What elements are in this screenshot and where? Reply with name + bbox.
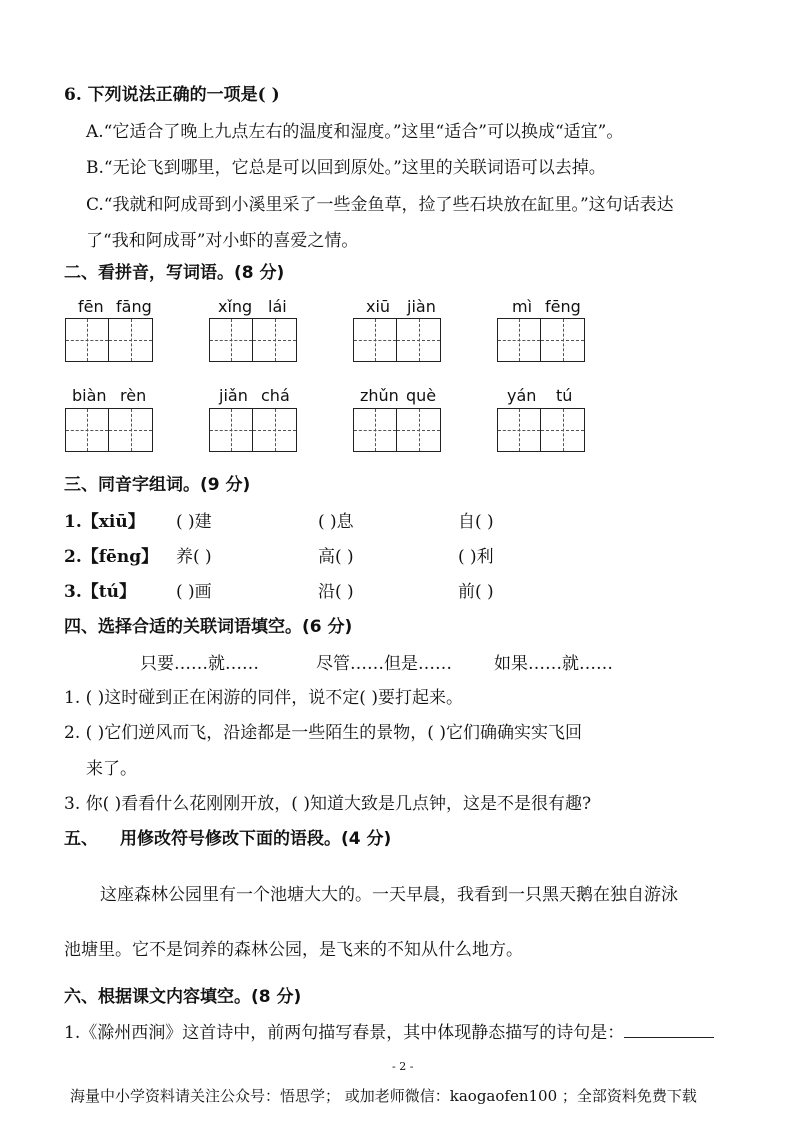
word-choice-1: 只要……就…… xyxy=(140,654,259,674)
pinyin-1-1: fēn xyxy=(78,297,104,316)
section-5-number: 五、 xyxy=(64,829,98,849)
pinyin-5-1: biàn xyxy=(72,386,107,405)
q6-option-c-line1: C.“我就和阿成哥到小溪里采了一些金鱼草，捡了些石块放在缸里。”这句话表达 xyxy=(86,195,674,215)
pinyin-1-2: fāng xyxy=(116,297,152,316)
conjunction-sentence-2-cont: 来了。 xyxy=(86,759,137,779)
homophone-blank: ( )利 xyxy=(458,547,494,567)
pinyin-3-2: jiàn xyxy=(407,297,436,316)
poem-question-1: 1.《滁州西涧》这首诗中，前两句描写春景，其中体现静态描写的诗句是： xyxy=(64,1018,714,1043)
writing-grid[interactable] xyxy=(497,318,585,362)
writing-grid[interactable] xyxy=(209,318,297,362)
q6-option-b: B.“无论飞到哪里，它总是可以回到原处。”这里的关联词语可以去掉。 xyxy=(86,158,606,178)
writing-grid[interactable] xyxy=(65,318,153,362)
pinyin-6-2: chá xyxy=(261,386,290,405)
homophone-blank: 沿( ) xyxy=(318,582,354,602)
conjunction-sentence-2: 2. ( )它们逆风而飞，沿途都是一些陌生的景物，( )它们确确实实飞回 xyxy=(64,723,582,743)
pinyin-8-1: yán xyxy=(507,386,537,405)
word-choice-2: 尽管……但是…… xyxy=(316,654,452,674)
homophone-label-3: 3.【tú】 xyxy=(64,582,136,602)
homophone-blank: ( )息 xyxy=(318,512,354,532)
section-5-title: 用修改符号修改下面的语段。(4 分) xyxy=(120,829,392,849)
pinyin-3-1: xiū xyxy=(366,297,391,316)
homophone-label-2: 2.【fēng】 xyxy=(64,547,159,567)
answer-blank[interactable] xyxy=(624,1021,714,1038)
homophone-blank: 养( ) xyxy=(176,547,212,567)
pinyin-4-1: mì xyxy=(512,297,533,316)
conjunction-sentence-1: 1. ( )这时碰到正在闲游的同伴，说不定( )要打起来。 xyxy=(64,688,463,708)
page-number: - 2 - xyxy=(392,1060,414,1073)
conjunction-sentence-3: 3. 你( )看看什么花刚刚开放，( )知道大致是几点钟，这是不是很有趣? xyxy=(64,794,592,814)
writing-grid[interactable] xyxy=(353,408,441,452)
q6-option-c-line2: 了“我和阿成哥”对小虾的喜爱之情。 xyxy=(86,231,359,251)
paragraph-line-1: 这座森林公园里有一个池塘大大的。一天早晨，我看到一只黑天鹅在独自游泳 xyxy=(100,885,678,905)
footer-note: 海量中小学资料请关注公众号：悟思学； 或加老师微信：kaogaofen100 ；全部资料免费下载 xyxy=(70,1087,697,1105)
writing-grid[interactable] xyxy=(497,408,585,452)
pinyin-2-1: xǐng xyxy=(218,297,253,316)
pinyin-7-1: zhǔn xyxy=(360,386,399,405)
homophone-blank: 前( ) xyxy=(458,582,494,602)
q6-option-a: A.“它适合了晚上九点左右的温度和湿度。”这里“适合”可以换成“适宜”。 xyxy=(86,122,624,142)
homophone-blank: 高( ) xyxy=(318,547,354,567)
section-2-title: 二、看拼音，写词语。(8 分) xyxy=(64,263,285,283)
pinyin-6-1: jiǎn xyxy=(219,386,248,405)
section-3-title: 三、同音字组词。(9 分) xyxy=(64,475,251,495)
pinyin-7-2: què xyxy=(406,386,437,405)
homophone-blank: ( )画 xyxy=(176,582,212,602)
pinyin-8-2: tú xyxy=(556,386,573,405)
homophone-blank: 自( ) xyxy=(458,512,494,532)
paragraph-line-2: 池塘里。它不是饲养的森林公园，是飞来的不知从什么地方。 xyxy=(64,940,523,960)
pinyin-2-2: lái xyxy=(268,297,287,316)
homophone-blank: ( )建 xyxy=(176,512,212,532)
word-choice-3: 如果……就…… xyxy=(494,654,613,674)
writing-grid[interactable] xyxy=(209,408,297,452)
section-4-title: 四、选择合适的关联词语填空。(6 分) xyxy=(64,617,353,637)
q6-stem: 6. 下列说法正确的一项是( ) xyxy=(64,85,280,105)
writing-grid[interactable] xyxy=(65,408,153,452)
writing-grid[interactable] xyxy=(353,318,441,362)
section-6-title: 六、根据课文内容填空。(8 分) xyxy=(64,987,302,1007)
homophone-label-1: 1.【xiū】 xyxy=(64,512,145,532)
pinyin-5-2: rèn xyxy=(120,386,147,405)
pinyin-4-2: fēng xyxy=(545,297,581,316)
